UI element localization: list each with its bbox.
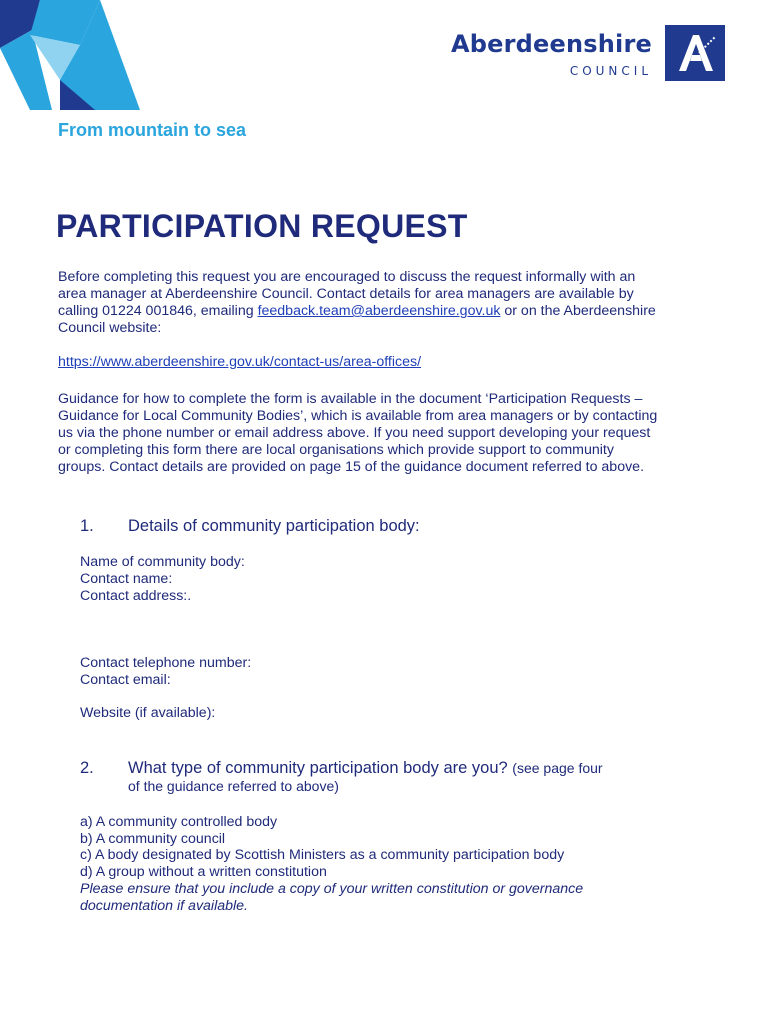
section2-number: 2. [80, 759, 94, 777]
email-link[interactable]: feedback.team@aberdeenshire.gov.uk [257, 303, 501, 319]
section1-number: 1. [80, 517, 94, 535]
header-banner-graphic [0, 0, 140, 110]
contact-phone-label: Contact telephone number: [80, 655, 252, 671]
website-label: Website (if available): [80, 705, 216, 721]
option-a: a) A community controlled body [80, 814, 278, 830]
option-d: d) A group without a written constitution [80, 864, 327, 881]
section2-title-line [128, 759, 603, 778]
contact-address-label: Contact address:. [80, 588, 192, 604]
tagline: From mountain to sea [58, 120, 247, 140]
website-link-paragraph [58, 354, 658, 371]
body-type-options [80, 814, 650, 914]
intro-text: Before completing this request you are encouraged to discuss the request informally with an area manager at Aberdeenshire Council. Contact details for area managers are available by calling 01224 001846, emailing [58, 269, 636, 319]
contact-email-label: Contact email: [80, 672, 171, 688]
area-offices-link[interactable]: https://www.aberdeenshire.gov.uk/contact-us/area-offices/ [58, 354, 422, 370]
constitution-instruction: Please ensure that you include a copy of your written constitution or governance documentation if available. [80, 880, 584, 914]
section2-note: (see page four [512, 760, 603, 776]
option-c: c) A body designated by Scottish Ministers as a community participation body [80, 847, 565, 864]
section2-title: What type of community participation body are you? [128, 759, 508, 777]
intro-paragraph [58, 269, 658, 337]
intro-text-end: or on the Aberdeenshire Council website: [58, 303, 656, 336]
council-logo-icon [665, 25, 725, 81]
org-name: Aberdeenshire [451, 30, 652, 58]
option-b: b) A community council [80, 830, 226, 847]
guidance-paragraph: Guidance for how to complete the form is available in the document ‘Participation Requests – Guidance for Local Community Bodies’, which is available from area managers or by contacting us via the phone number or email address above. If you need support developing your request or completing this form there are local organisations which provide support to community groups. Contact details are provided on page 15 of the guidance document referred to above. [58, 391, 658, 475]
section1-title: Details of community participation body: [128, 517, 420, 535]
section2-note-continued: of the guidance referred to above) [128, 778, 339, 794]
contact-name-label: Contact name: [80, 571, 173, 587]
org-subtitle: COUNCIL [569, 64, 652, 78]
community-name-label: Name of community body: [80, 554, 245, 570]
page-title: PARTICIPATION REQUEST [56, 208, 468, 244]
